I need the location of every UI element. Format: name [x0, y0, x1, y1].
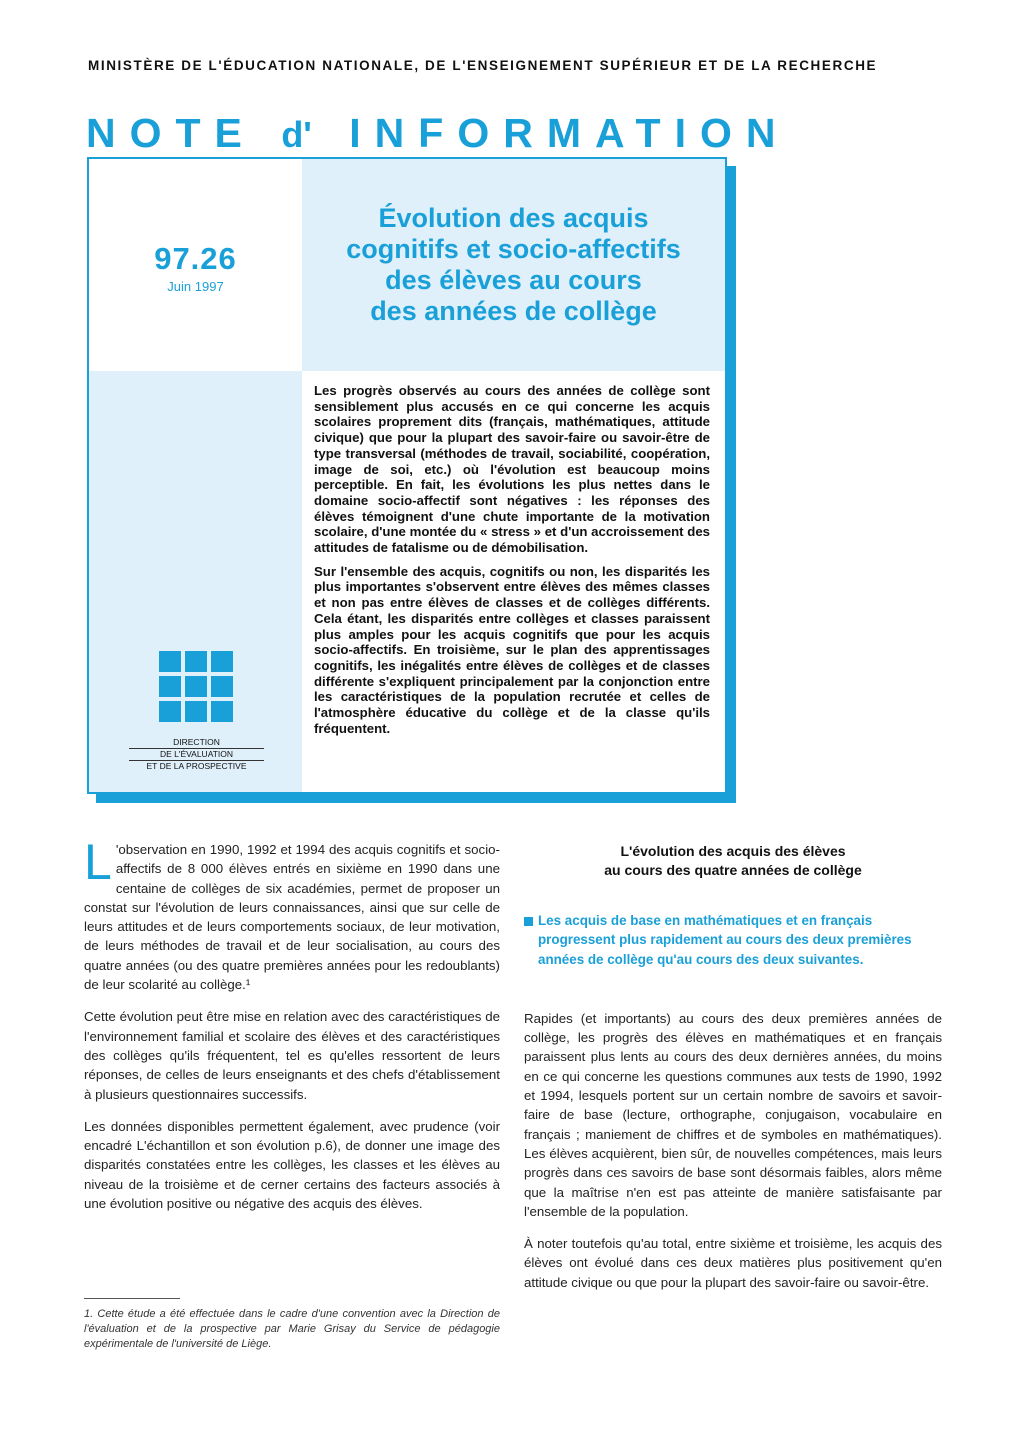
- footnote-divider: [84, 1298, 180, 1299]
- logo-panel: [89, 371, 302, 792]
- issue-date: Juin 1997: [167, 279, 224, 294]
- title-line: Évolution des acquis: [378, 203, 649, 233]
- summary-paragraph: Les progrès observés au cours des années de collège sont sensiblement plus accusés en ce qui concerne les acquis scolaires proprement dits (français, mathématiques, attitude civique) que pour la plupart des savoir-faire ou savoir-être de type transversal (méthodes de travail, sociabilité, coopération, image de soi, etc.) où l'évolution est beaucoup moins perceptible. En fait, les évolutions les plus nettes dans le domaine socio-affectif sont négatives : les réponses des élèves témoignent d'une chute importante de la motivation scolaire, d'une montée du « stress » et d'un accroissement des attitudes de fatalisme ou de démobilisation.: [314, 383, 710, 556]
- square-bullet-icon: [524, 917, 533, 926]
- section-heading: L'évolution des acquis des élèves au cours des quatre années de collège: [604, 843, 862, 878]
- drop-cap: L: [84, 834, 112, 890]
- document-title: [302, 203, 725, 327]
- department-line: DE L'ÉVALUATION: [129, 749, 264, 761]
- brand-information: INFORMATION: [349, 110, 790, 156]
- footnote: 1. Cette étude a été effectuée dans le cadre d'une convention avec la Direction de l'évaluation et de la prospective par Marie Grisay du Service de pédagogie expérimentale de l'université de Liège.: [84, 1308, 500, 1350]
- body-paragraph: Rapides (et importants) au cours des deux premières années de collège, les progrès des élèves en mathématiques et en français paraissent plus lents au cours des deux dernières années, du moins en ce qui concerne les questions communes aux tests de 1990, 1992 et 1994, lesquels portent sur un certain nombre de savoirs et savoir-faire de base (lecture, orthographe, conjugaison, vocabulaire en français ; maniement de chiffres et de symboles en mathématiques). Les élèves acquièrent, bien sûr, de nouvelles compétences, mais leurs progrès dans ces savoirs de base sont désormais faibles, alors même que la maîtrise n'en est pas atteinte de manière satisfaisante par l'ensemble de la population.: [524, 1010, 942, 1219]
- summary-paragraph: Sur l'ensemble des acquis, cognitifs ou non, les disparités les plus importantes s'observent entre élèves des mêmes classes et non pas entre élèves de classes et de collèges différents. Cela étant, les disparités entre collèges et classes paraissent plus amples pour les acquis cognitifs que pour les acquis socio-affectifs. En troisième, sur le plan des apprentissages cognitifs, les inégalités entre élèves de collèges et de classes différente s'expliquent principalement par la conjonction entre les caractéristiques de la population recrutée et celles de l'atmosphère éducative du collège et de la classe qu'ils fréquentent.: [314, 563, 710, 736]
- dep-logo-icon: [159, 651, 235, 723]
- summary: [314, 383, 710, 744]
- intro-paragraph: L 'observation en 1990, 1992 et 1994 des acquis cognitifs et socio-affectifs de 8 000 élèves entrés en sixième en 1990 dans une centaine de collèges de six académies, permet de proposer un constat sur l'évolution de leurs connaissances, ainsi que sur celle de leurs attitudes et de leurs comportements sociaux, de leur motivation, de leurs méthodes de travail et de leur socialisation, au cours des quatre années (ou des quatre premières années pour les redoublants) de leur scolarité au collège.¹: [84, 834, 500, 993]
- body-paragraph: Cette évolution peut être mise en relation avec des caractéristiques de l'environnement familial et scolaire des élèves et des caractéristiques des collèges qu'ils fréquentent, tel es qu'elles ressortent de leurs réponses, de celles de leurs enseignants et des chefs d'établissement à plusieurs questionnaires successifs.: [84, 1009, 500, 1102]
- brand-d: d': [281, 114, 312, 155]
- issue-number: 97.26: [154, 241, 237, 276]
- key-finding: Les acquis de base en mathématiques et en français progressent plus rapidement au cours des deux premières années de collège qu'au cours des deux suivantes.: [524, 911, 942, 969]
- left-column: [84, 834, 500, 1226]
- title-line: cognitifs et socio-affectifs: [346, 234, 681, 264]
- body-paragraph: Les données disponibles permettent également, avec prudence (voir encadré L'échantillon et son évolution p.6), de donner une image des disparités constatées entre les collèges, les classes et les élèves au niveau de la troisième et de cerner certains des facteurs associés à une évolution positive ou négative des acquis des élèves.: [84, 1118, 500, 1212]
- body-paragraph: À noter toutefois qu'au total, entre sixième et troisième, les acquis des élèves ont évolué dans ces deux matières plus positivement qu'en attitude civique ou que pour la plupart des savoir-faire ou savoir-être.: [524, 1236, 942, 1290]
- right-column: [524, 842, 942, 1305]
- ministry-header: MINISTÈRE DE L'ÉDUCATION NATIONALE, DE L'ENSEIGNEMENT SUPÉRIEUR ET DE LA RECHERCHE: [88, 58, 878, 73]
- department-line: DIRECTION: [129, 737, 264, 749]
- publication-title: [86, 110, 789, 157]
- title-line: des années de collège: [370, 296, 657, 326]
- department-line: ET DE LA PROSPECTIVE: [146, 761, 247, 771]
- brand-note: NOTE: [86, 110, 256, 156]
- title-line: des élèves au cours: [385, 265, 642, 295]
- cover-card: [87, 157, 727, 794]
- department-name: [129, 737, 264, 772]
